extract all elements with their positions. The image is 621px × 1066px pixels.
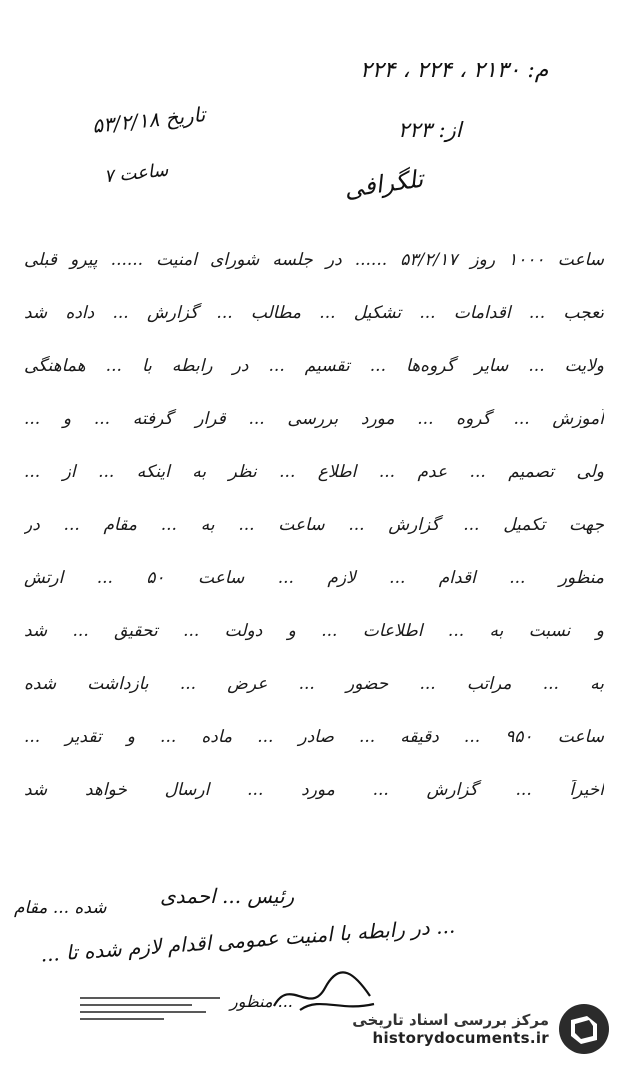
body-line: ولایت ... سایر گروه‌ها ... تقسیم ... در رابطه با ... هماهنگی (24, 356, 604, 376)
watermark (352, 1002, 611, 1056)
body-line: اخیراً ... گزارش ... مورد ... ارسال خواهد شد (24, 780, 604, 800)
body-line: ولی تصمیم ... عدم ... اطلاع ... نظر به اینکه ... از ... (24, 462, 604, 482)
archive-logo-icon (557, 1002, 611, 1056)
body-line: آموزش ... گروه ... مورد بررسی ... قرار گرفته ... و ... (24, 409, 604, 429)
body-line: ساعت ۹۵۰ ... دقیقه ... صادر ... ماده ... و تقدیر ... (24, 727, 604, 747)
signatory-names: رئیس ... احمدی (160, 884, 295, 908)
order-line: ... در رابطه با امنیت عمومی اقدام لازم شده تا ... (39, 913, 456, 967)
body-line: منظور ... اقدام ... لازم ... ساعت ۵۰ ... ارتش (24, 568, 604, 588)
body-line: تعجب ... اقدامات ... تشکیل ... مطالب ... گزارش ... داده شد (24, 303, 604, 323)
handwritten-body (24, 250, 604, 833)
document-date: تاریخ ۵۳/۲/۱۸ (91, 102, 207, 138)
document-title: تلگرافی (342, 164, 425, 204)
body-line: به ... مراتب ... حضور ... عرض ... بازداشت شده (24, 674, 604, 694)
document-time: ساعت ۷ (103, 159, 170, 188)
from-number: از: ۲۲۳ (398, 118, 462, 142)
signature-footer: منظور ... (230, 992, 293, 1011)
watermark-url: historydocuments.ir (372, 1029, 549, 1047)
watermark-title: مرکز بررسی اسناد تاریخی (352, 1011, 549, 1029)
stamp (80, 992, 220, 1038)
reference-numbers: م: ۲۱۳۰ ، ۲۲۴ ، ۲۲۴ (360, 58, 549, 83)
body-line: جهت تکمیل ... گزارش ... ساعت ... به ... مقام ... در (24, 515, 604, 535)
body-line: و نسبت به ... اطلاعات ... و دولت ... تحقیق ... شد (24, 621, 604, 641)
body-line: ساعت ۱۰۰۰ روز ۵۳/۲/۱۷ ...... در جلسه شورای امنیت ...... پیرو قبلی (24, 250, 604, 270)
received-label: شده ... مقام (14, 898, 107, 918)
